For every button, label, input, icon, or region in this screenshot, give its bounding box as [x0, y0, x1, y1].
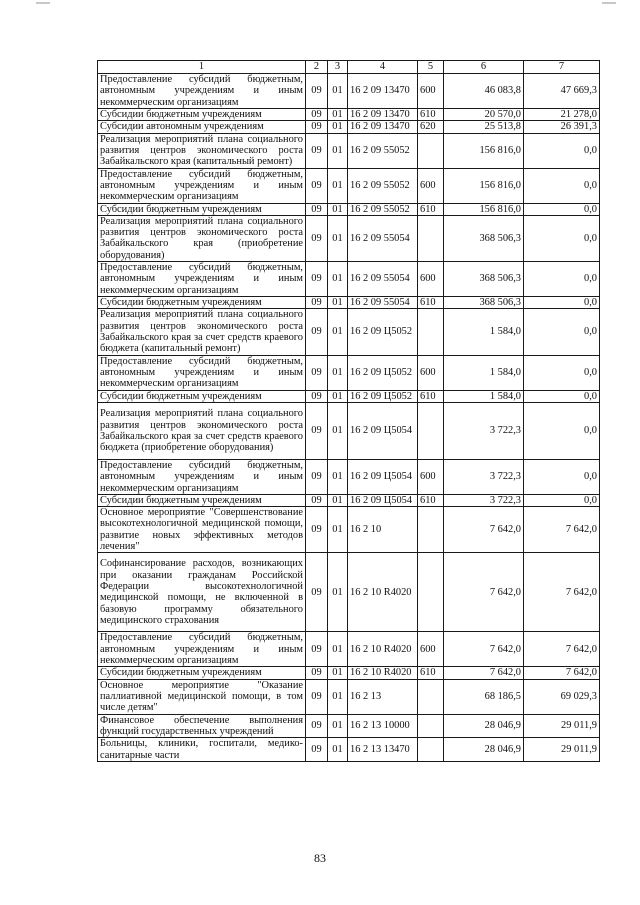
row-section-code: 09 — [306, 215, 328, 261]
row-subsection-code: 01 — [328, 168, 348, 203]
row-target-article: 16 2 13 10000 — [348, 714, 418, 738]
table-row — [98, 121, 600, 133]
row-description: Основное мероприятие "Совершенствование высокотехнологичной медицинской помощи, развитие новых эффективных методов лечения" — [98, 507, 306, 553]
row-section-code: 09 — [306, 667, 328, 679]
row-section-code: 09 — [306, 738, 328, 762]
row-amount-year1: 7 642,0 — [444, 632, 524, 667]
row-expense-type — [418, 309, 444, 355]
row-expense-type — [418, 738, 444, 762]
row-subsection-code: 01 — [328, 632, 348, 667]
row-description: Реализация мероприятий плана социального развития центров экономического роста Забайкальского края за счет средств краевого бюджета (капитальный ремонт) — [98, 309, 306, 355]
row-subsection-code: 01 — [328, 494, 348, 506]
table-row — [98, 667, 600, 679]
row-subsection-code: 01 — [328, 215, 348, 261]
row-subsection-code: 01 — [328, 667, 348, 679]
row-section-code: 09 — [306, 203, 328, 215]
row-expense-type: 600 — [418, 262, 444, 297]
row-expense-type: 600 — [418, 459, 444, 494]
row-amount-year2: 0,0 — [524, 494, 600, 506]
row-amount-year1: 1 584,0 — [444, 309, 524, 355]
table-row — [98, 714, 600, 738]
row-section-code: 09 — [306, 168, 328, 203]
row-target-article: 16 2 09 13470 — [348, 109, 418, 121]
row-section-code: 09 — [306, 262, 328, 297]
row-amount-year1: 46 083,8 — [444, 74, 524, 109]
row-amount-year1: 3 722,3 — [444, 402, 524, 459]
row-expense-type — [418, 553, 444, 632]
row-section-code: 09 — [306, 74, 328, 109]
row-amount-year2: 0,0 — [524, 402, 600, 459]
table-row — [98, 679, 600, 714]
row-description: Субсидии бюджетным учреждениям — [98, 667, 306, 679]
row-amount-year1: 7 642,0 — [444, 667, 524, 679]
table-row — [98, 632, 600, 667]
row-amount-year2: 7 642,0 — [524, 553, 600, 632]
row-description: Предоставление субсидий бюджетным, автономным учреждениям и иным некоммерческим организациям — [98, 74, 306, 109]
table-row — [98, 507, 600, 553]
column-header: 2 — [306, 61, 328, 74]
row-expense-type — [418, 215, 444, 261]
row-expense-type: 620 — [418, 121, 444, 133]
scan-mark — [36, 2, 50, 4]
row-amount-year2: 0,0 — [524, 309, 600, 355]
row-description: Финансовое обеспечение выполнения функций государственных учреждений — [98, 714, 306, 738]
row-subsection-code: 01 — [328, 402, 348, 459]
row-amount-year1: 7 642,0 — [444, 553, 524, 632]
row-target-article: 16 2 09 55052 — [348, 168, 418, 203]
row-amount-year1: 156 816,0 — [444, 133, 524, 168]
table-row — [98, 133, 600, 168]
row-target-article: 16 2 09 Ц5054 — [348, 494, 418, 506]
row-amount-year1: 20 570,0 — [444, 109, 524, 121]
row-subsection-code: 01 — [328, 738, 348, 762]
column-header: 1 — [98, 61, 306, 74]
table-row — [98, 390, 600, 402]
row-section-code: 09 — [306, 309, 328, 355]
row-target-article: 16 2 10 — [348, 507, 418, 553]
row-description: Основное мероприятие "Оказание паллиативной медицинской помощи, в том числе детям" — [98, 679, 306, 714]
row-amount-year2: 7 642,0 — [524, 667, 600, 679]
row-amount-year2: 7 642,0 — [524, 632, 600, 667]
row-section-code: 09 — [306, 459, 328, 494]
table-row — [98, 109, 600, 121]
table-row — [98, 553, 600, 632]
row-description: Реализация мероприятий плана социального развития центров экономического роста Забайкальского края за счет средств краевого бюджета (приобретение оборудования) — [98, 402, 306, 459]
row-target-article: 16 2 10 R4020 — [348, 553, 418, 632]
row-description: Софинансирование расходов, возникающих при оказании гражданам Российской Федерации высокотехнологичной медицинской помощи, не включенной в базовую программу обязательного медицинского страхования — [98, 553, 306, 632]
row-amount-year1: 3 722,3 — [444, 459, 524, 494]
table-row — [98, 402, 600, 459]
table-header-row — [98, 61, 600, 74]
row-target-article: 16 2 09 Ц5054 — [348, 402, 418, 459]
row-target-article: 16 2 09 55054 — [348, 215, 418, 261]
table-row — [98, 494, 600, 506]
row-target-article: 16 2 09 Ц5052 — [348, 390, 418, 402]
row-section-code: 09 — [306, 390, 328, 402]
row-expense-type: 610 — [418, 390, 444, 402]
table-body — [98, 74, 600, 762]
row-subsection-code: 01 — [328, 355, 348, 390]
table-row — [98, 74, 600, 109]
row-expense-type — [418, 714, 444, 738]
row-target-article: 16 2 10 R4020 — [348, 632, 418, 667]
row-description: Предоставление субсидий бюджетным, автономным учреждениям и иным некоммерческим организациям — [98, 355, 306, 390]
row-subsection-code: 01 — [328, 109, 348, 121]
row-amount-year2: 0,0 — [524, 390, 600, 402]
row-description: Субсидии бюджетным учреждениям — [98, 390, 306, 402]
row-expense-type: 600 — [418, 355, 444, 390]
row-subsection-code: 01 — [328, 262, 348, 297]
row-section-code: 09 — [306, 494, 328, 506]
row-expense-type: 610 — [418, 494, 444, 506]
row-amount-year1: 25 513,8 — [444, 121, 524, 133]
row-section-code: 09 — [306, 402, 328, 459]
row-amount-year2: 0,0 — [524, 168, 600, 203]
row-subsection-code: 01 — [328, 553, 348, 632]
row-section-code: 09 — [306, 632, 328, 667]
row-amount-year2: 7 642,0 — [524, 507, 600, 553]
row-amount-year2: 0,0 — [524, 203, 600, 215]
row-amount-year2: 0,0 — [524, 459, 600, 494]
row-subsection-code: 01 — [328, 459, 348, 494]
row-target-article: 16 2 09 55054 — [348, 297, 418, 309]
row-section-code: 09 — [306, 109, 328, 121]
row-amount-year2: 69 029,3 — [524, 679, 600, 714]
row-target-article: 16 2 09 13470 — [348, 121, 418, 133]
row-description: Предоставление субсидий бюджетным, автономным учреждениям и иным некоммерческим организациям — [98, 168, 306, 203]
row-section-code: 09 — [306, 297, 328, 309]
row-amount-year1: 28 046,9 — [444, 738, 524, 762]
row-section-code: 09 — [306, 355, 328, 390]
row-amount-year1: 7 642,0 — [444, 507, 524, 553]
row-amount-year1: 3 722,3 — [444, 494, 524, 506]
scan-mark — [602, 2, 616, 4]
row-expense-type: 600 — [418, 168, 444, 203]
page-number: 83 — [314, 851, 326, 865]
row-target-article: 16 2 09 13470 — [348, 74, 418, 109]
row-description: Предоставление субсидий бюджетным, автономным учреждениям и иным некоммерческим организациям — [98, 262, 306, 297]
row-target-article: 16 2 13 — [348, 679, 418, 714]
row-subsection-code: 01 — [328, 390, 348, 402]
row-expense-type: 610 — [418, 109, 444, 121]
row-description: Субсидии автономным учреждениям — [98, 121, 306, 133]
row-amount-year1: 156 816,0 — [444, 203, 524, 215]
row-subsection-code: 01 — [328, 133, 348, 168]
row-target-article: 16 2 09 55052 — [348, 203, 418, 215]
row-description: Субсидии бюджетным учреждениям — [98, 203, 306, 215]
row-subsection-code: 01 — [328, 309, 348, 355]
row-expense-type: 610 — [418, 667, 444, 679]
table-row — [98, 309, 600, 355]
row-target-article: 16 2 10 R4020 — [348, 667, 418, 679]
table-row — [98, 262, 600, 297]
row-section-code: 09 — [306, 553, 328, 632]
row-amount-year1: 368 506,3 — [444, 297, 524, 309]
row-amount-year2: 29 011,9 — [524, 738, 600, 762]
table-row — [98, 297, 600, 309]
row-amount-year2: 0,0 — [524, 355, 600, 390]
row-target-article: 16 2 09 55054 — [348, 262, 418, 297]
row-amount-year2: 0,0 — [524, 297, 600, 309]
row-target-article: 16 2 09 Ц5052 — [348, 355, 418, 390]
row-amount-year1: 1 584,0 — [444, 355, 524, 390]
row-section-code: 09 — [306, 507, 328, 553]
row-expense-type — [418, 507, 444, 553]
table-row — [98, 215, 600, 261]
row-section-code: 09 — [306, 714, 328, 738]
row-amount-year2: 29 011,9 — [524, 714, 600, 738]
row-amount-year2: 0,0 — [524, 133, 600, 168]
row-section-code: 09 — [306, 121, 328, 133]
row-subsection-code: 01 — [328, 679, 348, 714]
column-header: 3 — [328, 61, 348, 74]
row-expense-type: 600 — [418, 632, 444, 667]
row-description: Предоставление субсидий бюджетным, автономным учреждениям и иным некоммерческим организациям — [98, 459, 306, 494]
row-amount-year2: 0,0 — [524, 215, 600, 261]
row-target-article: 16 2 09 Ц5054 — [348, 459, 418, 494]
row-description: Субсидии бюджетным учреждениям — [98, 297, 306, 309]
row-amount-year1: 156 816,0 — [444, 168, 524, 203]
row-amount-year1: 68 186,5 — [444, 679, 524, 714]
row-amount-year2: 0,0 — [524, 262, 600, 297]
row-target-article: 16 2 09 55052 — [348, 133, 418, 168]
row-amount-year1: 1 584,0 — [444, 390, 524, 402]
row-expense-type — [418, 402, 444, 459]
table-row — [98, 738, 600, 762]
column-header: 5 — [418, 61, 444, 74]
row-expense-type: 600 — [418, 74, 444, 109]
row-target-article: 16 2 09 Ц5052 — [348, 309, 418, 355]
row-section-code: 09 — [306, 679, 328, 714]
row-section-code: 09 — [306, 133, 328, 168]
row-amount-year2: 26 391,3 — [524, 121, 600, 133]
row-expense-type: 610 — [418, 203, 444, 215]
row-expense-type — [418, 679, 444, 714]
column-header: 4 — [348, 61, 418, 74]
row-subsection-code: 01 — [328, 714, 348, 738]
table-row — [98, 168, 600, 203]
row-amount-year1: 368 506,3 — [444, 262, 524, 297]
row-subsection-code: 01 — [328, 203, 348, 215]
row-amount-year2: 21 278,0 — [524, 109, 600, 121]
row-description: Больницы, клиники, госпитали, медико-санитарные части — [98, 738, 306, 762]
row-amount-year1: 28 046,9 — [444, 714, 524, 738]
row-amount-year2: 47 669,3 — [524, 74, 600, 109]
row-description: Субсидии бюджетным учреждениям — [98, 494, 306, 506]
budget-table — [97, 60, 600, 762]
column-header: 6 — [444, 61, 524, 74]
row-description: Реализация мероприятий плана социального развития центров экономического роста Забайкальского края (приобретение оборудования) — [98, 215, 306, 261]
row-expense-type: 610 — [418, 297, 444, 309]
row-subsection-code: 01 — [328, 121, 348, 133]
row-expense-type — [418, 133, 444, 168]
table-row — [98, 203, 600, 215]
row-description: Предоставление субсидий бюджетным, автономным учреждениям и иным некоммерческим организациям — [98, 632, 306, 667]
row-amount-year1: 368 506,3 — [444, 215, 524, 261]
table-row — [98, 459, 600, 494]
row-description: Реализация мероприятий плана социального развития центров экономического роста Забайкальского края (капитальный ремонт) — [98, 133, 306, 168]
row-description: Субсидии бюджетным учреждениям — [98, 109, 306, 121]
table-row — [98, 355, 600, 390]
column-header: 7 — [524, 61, 600, 74]
row-subsection-code: 01 — [328, 74, 348, 109]
row-subsection-code: 01 — [328, 507, 348, 553]
row-target-article: 16 2 13 13470 — [348, 738, 418, 762]
row-subsection-code: 01 — [328, 297, 348, 309]
